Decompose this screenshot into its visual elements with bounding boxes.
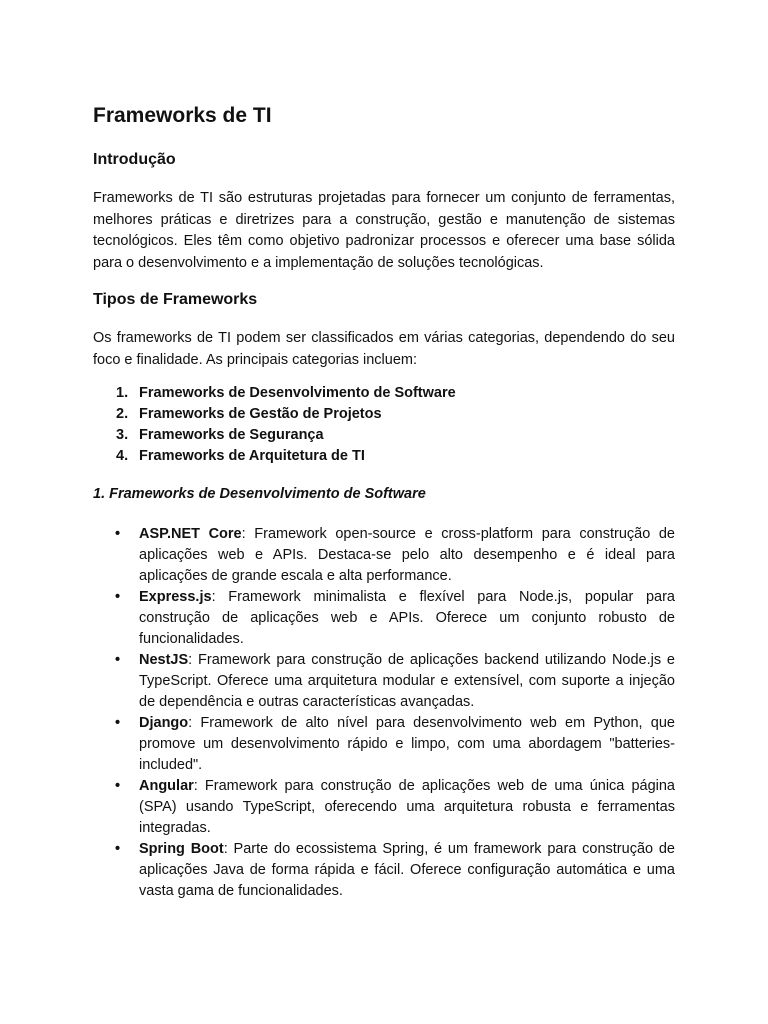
framework-name: ASP.NET Core (139, 526, 242, 542)
category-number: 4. (116, 448, 129, 464)
framework-description: : Framework para construção de aplicações backend utilizando Node.js e TypeScript. Oferece uma arquitetura modular e extensível, com suporte a injeção de dependência e outras características avançadas. (139, 652, 675, 710)
framework-name: Spring Boot (139, 841, 224, 857)
intro-paragraph: Frameworks de TI são estruturas projetadas para fornecer um conjunto de ferramentas, melhores práticas e diretrizes para a construção, gestão e manutenção de sistemas tecnológicos. Eles têm como objetivo padronizar processos e oferecer uma base sólida para o desenvolvimento e a implementação de soluções tecnológicas. (93, 190, 675, 271)
framework-name: Django (139, 715, 189, 731)
types-paragraph: Os frameworks de TI podem ser classificados em várias categorias, dependendo do seu foco e finalidade. As principais categorias incluem: (93, 330, 675, 368)
category-label: Frameworks de Segurança (139, 427, 324, 443)
category-label: Frameworks de Arquitetura de TI (139, 448, 365, 464)
framework-description: : Framework de alto nível para desenvolvimento web em Python, que promove um desenvolvimento rápido e limpo, com uma abordagem "batteries-included". (139, 715, 675, 773)
bullet-icon: • (115, 652, 121, 668)
category-number: 1. (116, 385, 129, 401)
framework-item (93, 776, 675, 839)
bullet-icon: • (115, 841, 121, 857)
framework-name: Express.js (139, 589, 212, 605)
framework-item (93, 524, 675, 587)
framework-list (93, 524, 675, 902)
framework-name: NestJS (139, 652, 189, 668)
document-title: Frameworks de TI (93, 104, 272, 127)
software-heading: 1. Frameworks de Desenvolvimento de Software (93, 486, 426, 502)
framework-item (93, 713, 675, 776)
category-number: 2. (116, 406, 129, 422)
category-number: 3. (116, 427, 129, 443)
framework-item (93, 650, 675, 713)
framework-name: Angular (139, 778, 194, 794)
types-heading: Tipos de Frameworks (93, 291, 258, 308)
framework-item (93, 587, 675, 650)
bullet-icon: • (115, 526, 121, 542)
bullet-icon: • (115, 778, 121, 794)
framework-description: : Framework para construção de aplicações web de uma única página (SPA) usando TypeScript, oferecendo uma arquitetura robusta e ferramentas integradas. (139, 778, 675, 836)
framework-item (93, 839, 675, 902)
framework-description: : Framework open-source e cross-platform para construção de aplicações web e APIs. Destaca-se pelo alto desempenho e é ideal para aplicações de grande escala e alta performance. (139, 526, 675, 584)
category-label: Frameworks de Gestão de Projetos (139, 406, 382, 422)
framework-description: : Parte do ecossistema Spring, é um framework para construção de aplicações Java de forma rápida e fácil. Oferece configuração automática e uma vasta gama de funcionalidades. (139, 841, 675, 899)
category-label: Frameworks de Desenvolvimento de Software (139, 385, 456, 401)
intro-heading: Introdução (93, 151, 176, 168)
framework-description: : Framework minimalista e flexível para Node.js, popular para construção de aplicações web e APIs. Oferece um conjunto robusto de funcionalidades. (139, 589, 675, 647)
bullet-icon: • (115, 589, 121, 605)
bullet-icon: • (115, 715, 121, 731)
